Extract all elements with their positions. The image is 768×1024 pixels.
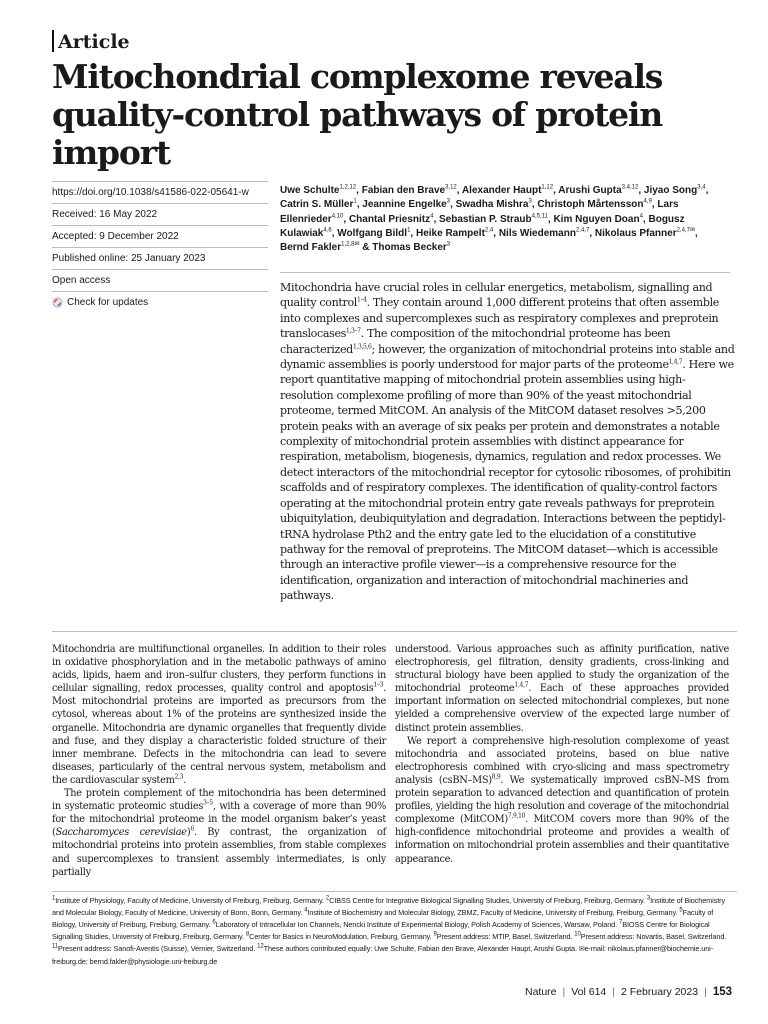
author-name: Thomas Becker	[372, 242, 447, 254]
page-footer	[525, 986, 732, 998]
author-entry[interactable]	[456, 199, 532, 210]
text-run: CIBSS Centre for Integrative Biological Signalling Studies, University of Freiburg, Freiburg, Germany.	[329, 896, 647, 905]
author-name: Bogusz Kulawiak	[280, 213, 685, 239]
author-name: Nikolaus Pfanner	[594, 227, 677, 239]
author-entry[interactable]	[558, 185, 638, 196]
text-run: Laboratory of Intracellular Ion Channels, Nencki Institute of Experimental Biology, Polish Academy of Sciences, Warsaw, Poland.	[215, 920, 619, 929]
author-divider	[280, 272, 730, 273]
text-run: e-mail: nikolaus.pfanner@biochemie.uni-freiburg.de; bernd.fakler@physiologie.uni-freiburg.de	[52, 944, 714, 966]
citation-superscript: 1,3–7	[346, 327, 361, 335]
author-entry[interactable]	[280, 199, 357, 210]
author-entry[interactable]	[280, 242, 360, 253]
text-run: )	[186, 827, 191, 839]
author-list: Uwe Schulte$^{1,2,12}$, Fabian den Brave$^{3,12}$, Alexander Haupt$^{1,12}$, Arushi Gupta$^{3,4,12}$, Jiyao Song$^{3,4}$, Catrin S. Müller$^1$, Jeannine Engelke$^3$, Swadha Mishra$^3$, Christoph Mårtensson$^{4,9}$, Lars Ellenrieder$^{4,10}$, Chantal Priesnitz$^4$, Sebastian P. Straub$^{4,5,11}$, Kim Nguyen Doan$^4$, Bogusz Kulawiak$^{4,6}$, Wolfgang Bildl$^1$, Heike Rampelt$^{2,4}$, Nils Wiedemann$^{2,4,7}$, Nikolaus Pfanner$^{2,4,7✉}$, Bernd Fakler$^{1,2,8✉}$ & Thomas Becker$^3$	[280, 184, 709, 254]
text-run: Mitochondria have crucial roles in cellular energetics, metabolism, signalling and quality control	[280, 281, 713, 310]
author-affiliation-superscript: 4,10	[331, 213, 344, 220]
text-run: understood. Various approaches such as affinity purification, native electrophoresis, gel filtration, density gradients, cross-linking and structural biology have been applied to study the organization of the mitochondrial proteome	[395, 644, 729, 695]
author-affiliation-superscript: 3	[446, 198, 451, 205]
journal-name: Nature	[524, 986, 557, 998]
citation-superscript: 3–5	[203, 799, 213, 807]
body-paragraph	[52, 643, 386, 787]
accepted-date: Accepted: 9 December 2022	[52, 225, 268, 247]
text-run: . Each of these approaches provided important information on selected mitochondrial complexes, but none yielded a comprehensive overview of the expected large number of distinct protein assemblies.	[395, 683, 729, 734]
citation-superscript: 9	[433, 931, 437, 938]
author-name: Nils Wiedemann	[498, 227, 576, 239]
body-paragraph	[395, 735, 729, 866]
text-run: . The composition of the mitochondrial proteome has been characterized	[280, 327, 671, 356]
citation-superscript: 1–3	[373, 682, 384, 690]
article-label-rule	[52, 30, 54, 52]
text-run: These authors contributed equally: Uwe Schulte, Fabian den Brave, Alexander Haupt, Arushi Gupta.	[263, 944, 579, 953]
author-entry[interactable]	[362, 199, 450, 210]
author-name: Jeannine Engelke	[362, 199, 447, 211]
check-updates-button[interactable]	[52, 291, 268, 313]
text-run: Mitochondria are multifunctional organelles. In addition to their roles in oxidative phosphorylation and in the metabolic pathways of amino acids, lipids, haem and iron–sulfur clusters, they perform functions in cellular signalling, redox processes, quality control and apoptosis	[52, 644, 386, 695]
author-affiliation-superscript: 3,4	[697, 184, 706, 191]
citation-superscript: 10	[574, 931, 581, 938]
abstract-divider	[52, 631, 737, 632]
text-run: Institute of Physiology, Faculty of Medicine, University of Freiburg, Freiburg, Germany.	[55, 896, 326, 905]
text-run: . Most mitochondrial proteins are imported as precursors from the cytosol, whereas about 1% of the proteins are synthesized inside the organelle. Mitochondria are dynamic organelles that frequently divide and fuse, and they display a characteristic folded structure of their inner membrane. Defects in the mitochondria can lead to severe diseases, particularly of the central nervous system, metabolism and the cardiovascular system	[52, 683, 386, 786]
text-run: BIOSS Centre for Biological Signalling Studies, University of Freiburg, Freiburg, Germany.	[52, 920, 710, 941]
page-number: 153	[712, 986, 732, 998]
author-entry[interactable]	[595, 228, 695, 239]
text-run: Present address: Novartis, Basel, Switzerland.	[580, 932, 727, 941]
journal-volume: Vol 614	[571, 986, 607, 998]
article-meta	[52, 181, 268, 313]
author-conjunction: &	[362, 242, 373, 254]
author-affiliation-superscript: 4,5,11	[531, 213, 548, 220]
text-run: Institute of Biochemistry and Molecular Biology, ZBMZ, Faculty of Medicine, University of Freiburg, Freiburg, Germany.	[307, 908, 680, 917]
author-affiliation-superscript: 4	[430, 213, 434, 220]
author-entry[interactable]	[499, 228, 590, 239]
body-paragraph	[395, 643, 729, 735]
author-entry[interactable]	[439, 214, 548, 225]
text-run: , with a coverage of more than 90% for the mitochondrial proteome in the model organism baker’s yeast (	[52, 801, 386, 839]
text-run: . Here we report quantitative mapping of mitochondrial protein assemblies using high-resolution complexome profiling of more than 90% of the yeast mitochondrial proteome, termed MitCOM. An analysis of the MitCOM dataset resolves >5,200 protein peaks with an average of six peaks per protein and demonstrates a notable complexity of mitochondrial protein assemblies with distinct appearance for respiration, metabolism, biogenesis, dynamics, regulation and redox processes. We detect interactors of the mitochondrial receptor for cytosolic ribosomes, of prohibitin scaffolds and of respiratory complexes. The identification of quality-control factors operating at the mitochondrial protein entry gate reveals pathways for preprotein ubiquitylation, deubiquitylation and degradation. Interactions between the peptidyl-tRNA hydrolase Pth2 and the entry gate led to the elucidation of a constitutive pathway for the removal of preproteins. The MitCOM dataset—which is accessible through an interactive profile viewer—is a comprehensive resource for the identification, organization and interaction of mitochondrial machineries and pathways.	[280, 358, 734, 603]
author-name: Heike Rampelt	[415, 227, 485, 239]
text-run: Center for Basics in NeuroModulation, Freiburg, Germany.	[249, 932, 434, 941]
published-date: Published online: 25 January 2023	[52, 247, 268, 269]
citation-superscript: 6	[190, 826, 194, 834]
citation-superscript: 1,4,7	[668, 358, 683, 366]
citation-superscript: 12	[257, 943, 264, 950]
issue-date: 2 February 2023	[621, 986, 699, 998]
footnote-divider	[52, 891, 737, 892]
author-affiliation-superscript: 2,4,7✉	[676, 227, 695, 234]
received-date: Received: 16 May 2022	[52, 203, 268, 225]
author-name: Christoph Mårtensson	[537, 199, 644, 211]
text-run: . MitCOM covers more than 90% of the high-confidence mitochondrial proteome and provides a wealth of information on mitochondrial protein assemblies and their quantitative appearance.	[395, 814, 729, 865]
citation-superscript: 1,4,7	[514, 682, 529, 690]
author-entry[interactable]	[337, 228, 410, 239]
citation-superscript: 7,9,10	[507, 812, 526, 820]
doi-link[interactable]: https://doi.org/10.1038/s41586-022-05641-w	[52, 181, 268, 203]
abstract	[280, 280, 735, 604]
citation-superscript: 3	[646, 895, 651, 902]
author-affiliation-superscript: 1,2,12	[339, 184, 357, 191]
author-name: Arushi Gupta	[558, 185, 622, 196]
author-name: Sebastian P. Straub	[439, 213, 532, 225]
text-run: . They contain around 1,000 different proteins that often assemble into complexes and supercomplexes such as respiratory complexes and preprotein translocases	[280, 296, 719, 341]
author-affiliation-superscript: 4,6	[323, 227, 332, 234]
author-affiliation-superscript: 1	[407, 227, 411, 234]
citation-superscript: 1,3,5,6	[352, 342, 372, 350]
text-run: Present address: MTIP, Basel, Switzerland.	[436, 932, 575, 941]
author-name: Fabian den Brave	[361, 185, 446, 196]
citation-superscript: 5	[679, 907, 683, 914]
text-run: Institute of Biochemistry and Molecular Biology, Faculty of Medicine, University of Bonn, Bonn, Germany.	[52, 896, 726, 917]
text-run: Present address: Sanofi-Aventis (Suisse), Vernier, Switzerland.	[58, 944, 258, 953]
author-name: Kim Nguyen Doan	[553, 213, 640, 225]
author-affiliation-superscript: 2,4	[484, 227, 494, 234]
author-name: Bernd Fakler	[280, 242, 342, 254]
author-affiliation-superscript: 2,4,7	[575, 227, 590, 234]
author-name: Jiyao Song	[643, 185, 698, 196]
author-affiliation-superscript: 3,12	[445, 184, 457, 191]
citation-superscript: 8,9	[491, 773, 501, 781]
author-name: Uwe Schulte	[280, 185, 340, 196]
open-access-label: Open access	[52, 269, 268, 291]
author-affiliation-superscript: 4,9	[643, 198, 652, 205]
author-entry[interactable]	[280, 185, 356, 196]
author-entry[interactable]	[416, 228, 493, 239]
footer-separator: |	[704, 986, 707, 998]
text-run: . By contrast, the organization of mitochondrial proteins into protein assemblies, from stable complexes and supercomplexes to transient assembly intermediates, is only partially	[52, 827, 386, 878]
check-updates-label: Check for updates	[67, 297, 149, 308]
author-affiliation-superscript: 3,4,12	[621, 184, 639, 191]
author-name: Chantal Priesnitz	[348, 213, 431, 225]
footer-separator: |	[562, 986, 566, 998]
citation-superscript: 8	[245, 931, 250, 938]
author-entry[interactable]	[553, 214, 642, 225]
email-envelope-icon: ✉	[578, 946, 585, 953]
author-name: Alexander Haupt	[461, 185, 542, 196]
text-run: . We systematically improved csBN–MS from protein separation to advanced detection and quantification of protein profiles, yielding the high resolution and coverage of the mitochondrial complexome (MitCOM)	[395, 774, 729, 826]
text-run: ; however, the organization of mitochondrial proteins into stable and dynamic assemblies is poorly understood for major parts of the proteome	[280, 342, 735, 372]
citation-superscript: 7	[618, 919, 623, 926]
author-affiliation-superscript: 1	[353, 198, 357, 205]
check-for-updates-icon	[52, 297, 63, 308]
citation-superscript: 2,3	[174, 773, 184, 781]
article-title: Mitochondrial complexome reveals quality-control pathways of protein import	[52, 57, 663, 172]
citation-superscript: 11	[52, 943, 59, 950]
author-affiliation-superscript: 4	[639, 213, 643, 220]
citation-superscript: 1	[52, 895, 56, 902]
author-affiliation-superscript: 1,12	[541, 184, 554, 191]
author-affiliation-superscript: 3	[446, 241, 451, 248]
author-name: Catrin S. Müller	[280, 199, 354, 211]
author-name: Wolfgang Bildl	[337, 227, 408, 239]
article-type-label: Article	[58, 31, 130, 53]
text-run: The protein complement of the mitochondria has been determined in systematic proteomic studies	[52, 788, 386, 813]
author-entry[interactable]	[644, 185, 706, 196]
affiliations-footnote	[52, 895, 737, 968]
author-name: Lars Ellenrieder	[280, 199, 679, 225]
text-run: We report a comprehensive high-resolution complexome of yeast mitochondria and associated proteins, based on blue native electrophoresis combined with cryo-slicing and mass spectrometry analysis (csBN–MS)	[395, 735, 729, 786]
body-column-right	[395, 643, 729, 866]
citation-superscript: 1–4	[356, 296, 367, 304]
author-entry[interactable]	[362, 242, 450, 253]
author-entry[interactable]	[537, 199, 651, 210]
body-column-left	[52, 643, 386, 879]
italic-term: Saccharomyces cerevisiae	[55, 827, 187, 839]
author-affiliation-superscript: 1,2,8✉	[341, 241, 360, 248]
citation-superscript: 4	[304, 907, 308, 914]
author-affiliation-superscript: 3	[528, 198, 532, 205]
author-name: Swadha Mishra	[455, 199, 529, 211]
text-run: .	[183, 774, 187, 786]
body-paragraph	[52, 787, 386, 879]
author-entry[interactable]	[462, 185, 553, 196]
citation-superscript: 6	[212, 919, 216, 926]
author-entry[interactable]	[362, 185, 457, 196]
footer-separator: |	[612, 986, 616, 998]
author-entry[interactable]	[349, 214, 433, 225]
text-run: Faculty of Biology, University of Freiburg, Freiburg, Germany.	[52, 908, 714, 929]
citation-superscript: 2	[325, 895, 330, 902]
